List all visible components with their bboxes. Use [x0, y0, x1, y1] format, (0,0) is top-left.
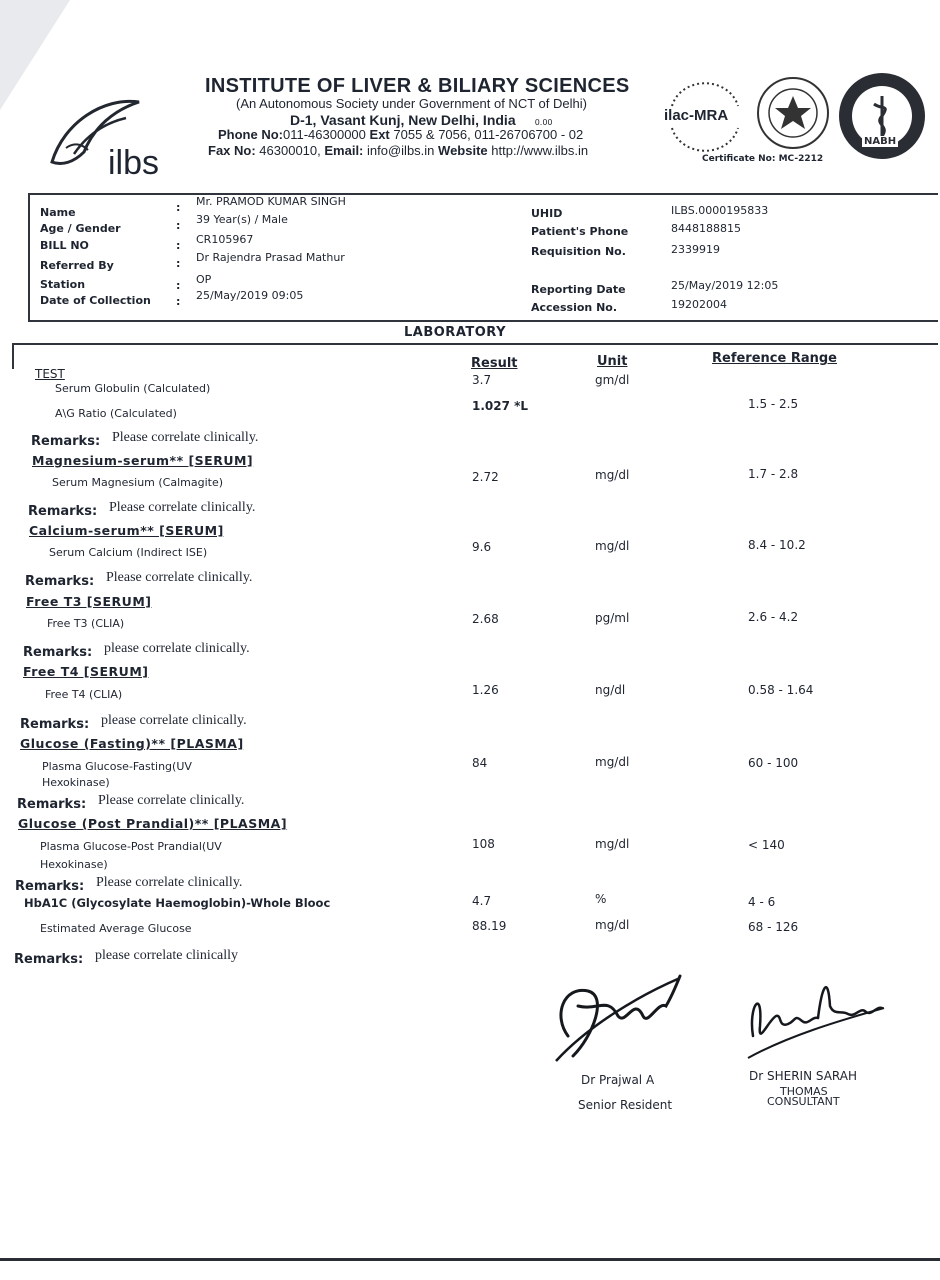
signatory-title-0: Senior Resident [578, 1098, 673, 1112]
patient-label-3: Referred By [40, 259, 114, 272]
test-range-9: 68 - 126 [748, 920, 799, 934]
signatory-name-0: Dr Prajwal A [581, 1073, 655, 1087]
remarks-label-0: Remarks: [31, 434, 101, 449]
remarks-text-2: Please correlate clinically. [106, 570, 253, 585]
signature-prajwal [548, 966, 688, 1066]
patient-value-1: 39 Year(s) / Male [196, 213, 288, 226]
test-name-7: Plasma Glucose-Post Prandial(UV [40, 840, 222, 853]
column-header-unit: Unit [597, 354, 628, 369]
institute-contact: Fax No: 46300010, Email: info@ilbs.in Website http://www.ilbs.in [208, 143, 589, 158]
test-range-7: < 140 [748, 838, 785, 852]
patient-colon-2: : [176, 239, 181, 252]
ilac-mra-seal [662, 76, 748, 156]
patient-value-0: Mr. PRAMOD KUMAR SINGH [196, 195, 346, 208]
signature-sherin [738, 966, 888, 1061]
patient-label-4: Station [40, 278, 86, 291]
ilbs-logo [44, 92, 179, 187]
institute-phone: Phone No:011-46300000 Ext 7055 & 7056, 011-26706700 - 02 [218, 127, 584, 142]
patient-box-bottom [28, 320, 938, 322]
results-box-left [12, 343, 14, 369]
remarks-label-6: Remarks: [15, 879, 85, 894]
test-name-2: Serum Magnesium (Calmagite) [52, 476, 224, 489]
test-name-1: A\G Ratio (Calculated) [55, 407, 177, 420]
remarks-text-6: Please correlate clinically. [96, 875, 243, 890]
test-result-3: 9.6 [472, 540, 492, 554]
test-name-0: Serum Globulin (Calculated) [55, 382, 211, 395]
patient-right-value-3: 25/May/2019 12:05 [671, 279, 779, 292]
patient-label-2: BILL NO [40, 239, 89, 252]
remarks-text-7: please correlate clinically [95, 948, 239, 963]
test-result-9: 88.19 [472, 919, 507, 933]
institute-subtitle: (An Autonomous Society under Government of NCT of Delhi) [236, 96, 587, 111]
remarks-label-2: Remarks: [25, 574, 95, 589]
ilac-seal-text: ilac-MRA [664, 107, 729, 124]
patient-right-label-1: Patient's Phone [531, 225, 629, 238]
department-title: LABORATORY [404, 325, 506, 340]
test-name2-6: Hexokinase) [42, 776, 110, 789]
patient-right-label-2: Requisition No. [531, 245, 626, 258]
results-box-top [12, 343, 938, 345]
test-result-0: 3.7 [472, 373, 492, 387]
patient-value-2: CR105967 [196, 233, 254, 246]
patient-value-3: Dr Rajendra Prasad Mathur [196, 251, 345, 264]
patient-colon-3: : [176, 257, 181, 270]
certificate-number: Certificate No: MC-2212 [702, 154, 824, 164]
column-header-result: Result [471, 356, 518, 371]
test-unit-7: mg/dl [595, 837, 630, 851]
signatory-name2-1: THOMAS [780, 1085, 828, 1098]
handwritten-signature-prajwal [548, 966, 688, 1066]
patient-value-4: OP [196, 273, 212, 286]
signatory-name-1: Dr SHERIN SARAH [749, 1069, 858, 1083]
nabl-seal [754, 74, 832, 152]
test-result-6: 84 [472, 756, 488, 770]
ilbs-logo-text: ilbs [108, 144, 160, 182]
patient-label-5: Date of Collection [40, 294, 151, 307]
test-range-3: 8.4 - 10.2 [748, 538, 806, 552]
test-unit-8: % [595, 892, 607, 906]
nabh-seal-icon [836, 70, 928, 162]
section-heading-5: Glucose (Post Prandial)** [PLASMA] [18, 816, 288, 831]
page-bottom-edge [0, 1258, 940, 1261]
patient-colon-0: : [176, 201, 181, 214]
remarks-label-4: Remarks: [20, 717, 90, 732]
nabh-seal-text: NABH [864, 136, 897, 147]
test-unit-2: mg/dl [595, 468, 630, 482]
patient-right-label-4: Accession No. [531, 301, 618, 314]
section-heading-4: Glucose (Fasting)** [PLASMA] [20, 736, 244, 751]
remarks-label-1: Remarks: [28, 504, 98, 519]
test-range-2: 1.7 - 2.8 [748, 467, 799, 481]
test-unit-3: mg/dl [595, 539, 630, 553]
remarks-text-4: please correlate clinically. [101, 713, 247, 728]
institute-address: D-1, Vasant Kunj, New Delhi, India 0.00 [290, 112, 553, 128]
test-unit-0: gm/dl [595, 373, 630, 387]
patient-colon-1: : [176, 219, 181, 232]
test-result-5: 1.26 [472, 683, 499, 697]
nabl-seal-icon [754, 74, 832, 152]
test-name-5: Free T4 (CLIA) [45, 688, 123, 701]
patient-value-5: 25/May/2019 09:05 [196, 289, 304, 302]
test-result-8: 4.7 [472, 894, 492, 908]
section-heading-3: Free T4 [SERUM] [23, 664, 149, 679]
remarks-text-0: Please correlate clinically. [112, 430, 259, 445]
patient-label-0: Name [40, 206, 76, 219]
test-name-4: Free T3 (CLIA) [47, 617, 125, 630]
patient-right-value-1: 8448188815 [671, 222, 741, 235]
patient-right-value-2: 2339919 [671, 243, 720, 256]
test-name-3: Serum Calcium (Indirect ISE) [49, 546, 208, 559]
nabh-seal [836, 70, 928, 162]
patient-right-label-3: Reporting Date [531, 283, 626, 296]
test-range-5: 0.58 - 1.64 [748, 683, 814, 697]
remarks-label-3: Remarks: [23, 645, 93, 660]
patient-label-1: Age / Gender [40, 222, 121, 235]
test-name2-7: Hexokinase) [40, 858, 108, 871]
test-result-7: 108 [472, 837, 495, 851]
test-unit-6: mg/dl [595, 755, 630, 769]
remarks-label-7: Remarks: [14, 952, 84, 967]
signatory-title-1: CONSULTANT [767, 1095, 840, 1108]
test-range-4: 2.6 - 4.2 [748, 610, 799, 624]
test-unit-4: pg/ml [595, 611, 630, 625]
column-header-range: Reference Range [712, 351, 837, 366]
patient-colon-5: : [176, 295, 181, 308]
handwritten-signature-sherin [738, 966, 888, 1061]
test-name-6: Plasma Glucose-Fasting(UV [42, 760, 192, 773]
section-heading-1: Calcium-serum** [SERUM] [29, 523, 224, 538]
test-range-6: 60 - 100 [748, 756, 799, 770]
test-unit-5: ng/dl [595, 683, 626, 697]
remarks-text-3: please correlate clinically. [104, 641, 250, 656]
test-range-1: 1.5 - 2.5 [748, 397, 799, 411]
patient-right-label-0: UHID [531, 207, 563, 220]
remarks-text-5: Please correlate clinically. [98, 793, 245, 808]
test-result-1: 1.027 *L [472, 399, 529, 413]
section-heading-0: Magnesium-serum** [SERUM] [32, 453, 254, 468]
patient-box-top [28, 193, 938, 195]
patient-right-value-4: 19202004 [671, 298, 727, 311]
column-header-test: TEST [35, 367, 65, 381]
test-result-4: 2.68 [472, 612, 499, 626]
patient-right-value-0: ILBS.0000195833 [671, 204, 769, 217]
remarks-label-5: Remarks: [17, 797, 87, 812]
test-name-8: HbA1C (Glycosylate Haemoglobin)-Whole Blooc [24, 896, 331, 910]
remarks-text-1: Please correlate clinically. [109, 500, 256, 515]
patient-box-left [28, 193, 30, 321]
test-unit-9: mg/dl [595, 918, 630, 932]
test-name-9: Estimated Average Glucose [40, 922, 192, 935]
patient-colon-4: : [176, 279, 181, 292]
institute-name: INSTITUTE OF LIVER & BILIARY SCIENCES [205, 75, 630, 97]
section-heading-2: Free T3 [SERUM] [26, 594, 152, 609]
test-result-2: 2.72 [472, 470, 499, 484]
test-range-8: 4 - 6 [748, 895, 776, 909]
